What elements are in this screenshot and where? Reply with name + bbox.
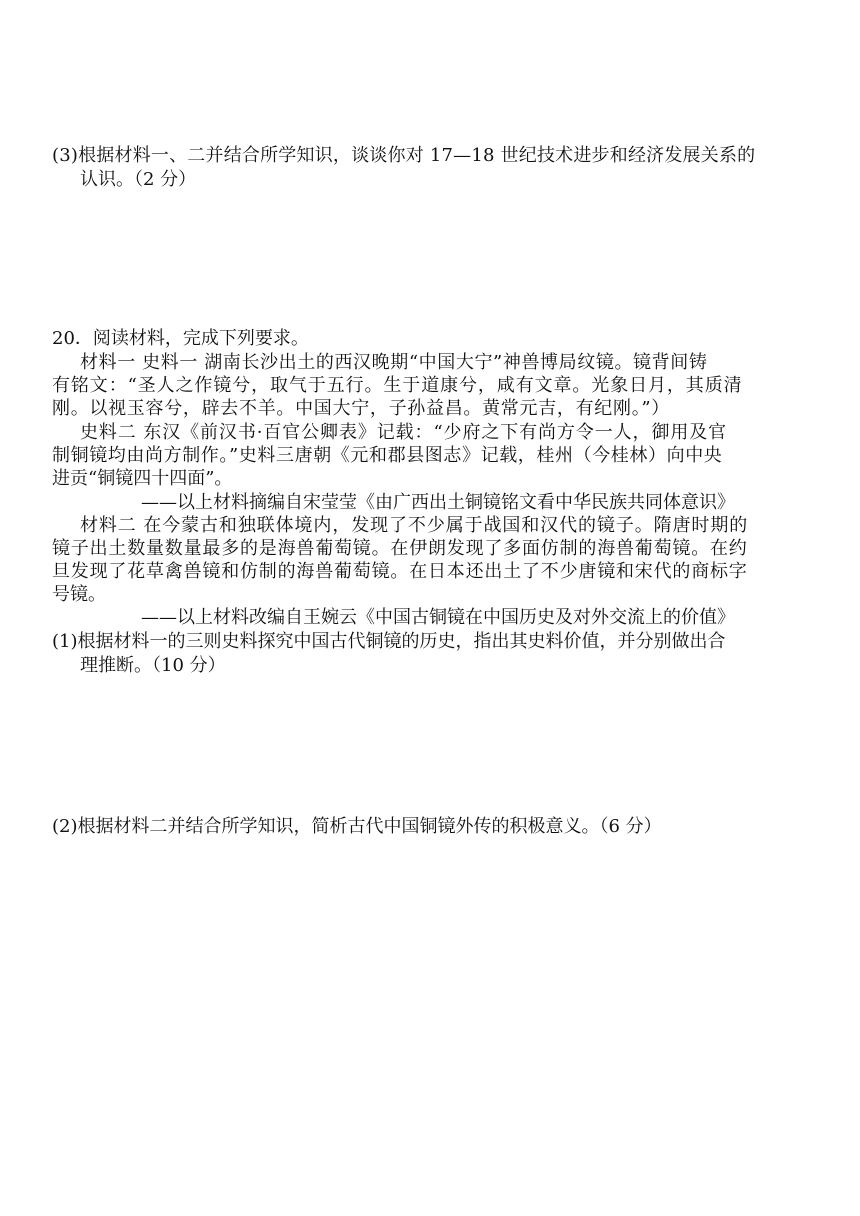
material-source: ——以上材料改编自王婉云《中国古铜镜在中国历史及对外交流上的价值》 <box>141 607 735 628</box>
material-text-line: 进贡“铜镜四十四面”。 <box>52 468 233 489</box>
material-text-line: 制铜镜均由尚方制作。”史料三唐朝《元和郡县图志》记载，桂州（今桂林）向中央 <box>52 445 723 466</box>
material-text-line: 材料二 在今蒙古和独联体境内，发现了不少属于战国和汉代的镜子。隋唐时期的 <box>80 515 749 536</box>
question-heading: 20．阅读材料，完成下列要求。 <box>52 328 309 349</box>
question-text-line: 理推断。（10 分） <box>80 655 226 676</box>
material-source: ——以上材料摘编自宋莹莹《由广西出土铜镜铭文看中华民族共同体意识》 <box>141 492 735 513</box>
material-text-line: 材料一 史料一 湖南长沙出土的西汉晚期“中国大宁”神兽博局纹镜。镜背间铸 <box>80 352 708 373</box>
material-text-line: 史料二 东汉《前汉书·百官公卿表》记载：“少府之下有尚方令一人，御用及官 <box>80 422 728 443</box>
question-text-line: (3)根据材料一、二并结合所学知识，谈谈你对 17—18 世纪技术进步和经济发展关系的 <box>52 145 756 166</box>
question-text-line: 认识。（2 分） <box>80 169 197 190</box>
material-text-line: 刚。以视玉容兮，辟去不羊。中国大宁，子孙益昌。黄常元吉，有纪刚。”） <box>52 398 670 419</box>
material-text-line: 号镜。 <box>52 584 106 605</box>
question-text-line: (1)根据材料一的三则史料探究中国古代铜镜的历史，指出其史料价值，并分别做出合 <box>52 631 726 652</box>
material-text-line: 旦发现了花草禽兽镜和仿制的海兽葡萄镜。在日本还出土了不少唐镜和宋代的商标字 <box>52 561 748 582</box>
question-20-part-2: (2)根据材料二并结合所学知识，简析古代中国铜镜外传的积极意义。（6 分） <box>52 816 662 837</box>
material-text-line: 镜子出土数量数量最多的是海兽葡萄镜。在伊朗发现了多面仿制的海兽葡萄镜。在约 <box>52 538 748 559</box>
material-text-line: 有铭文：“圣人之作镜兮，取气于五行。生于道康兮，咸有文章。光象日月，其质清 <box>52 375 743 396</box>
